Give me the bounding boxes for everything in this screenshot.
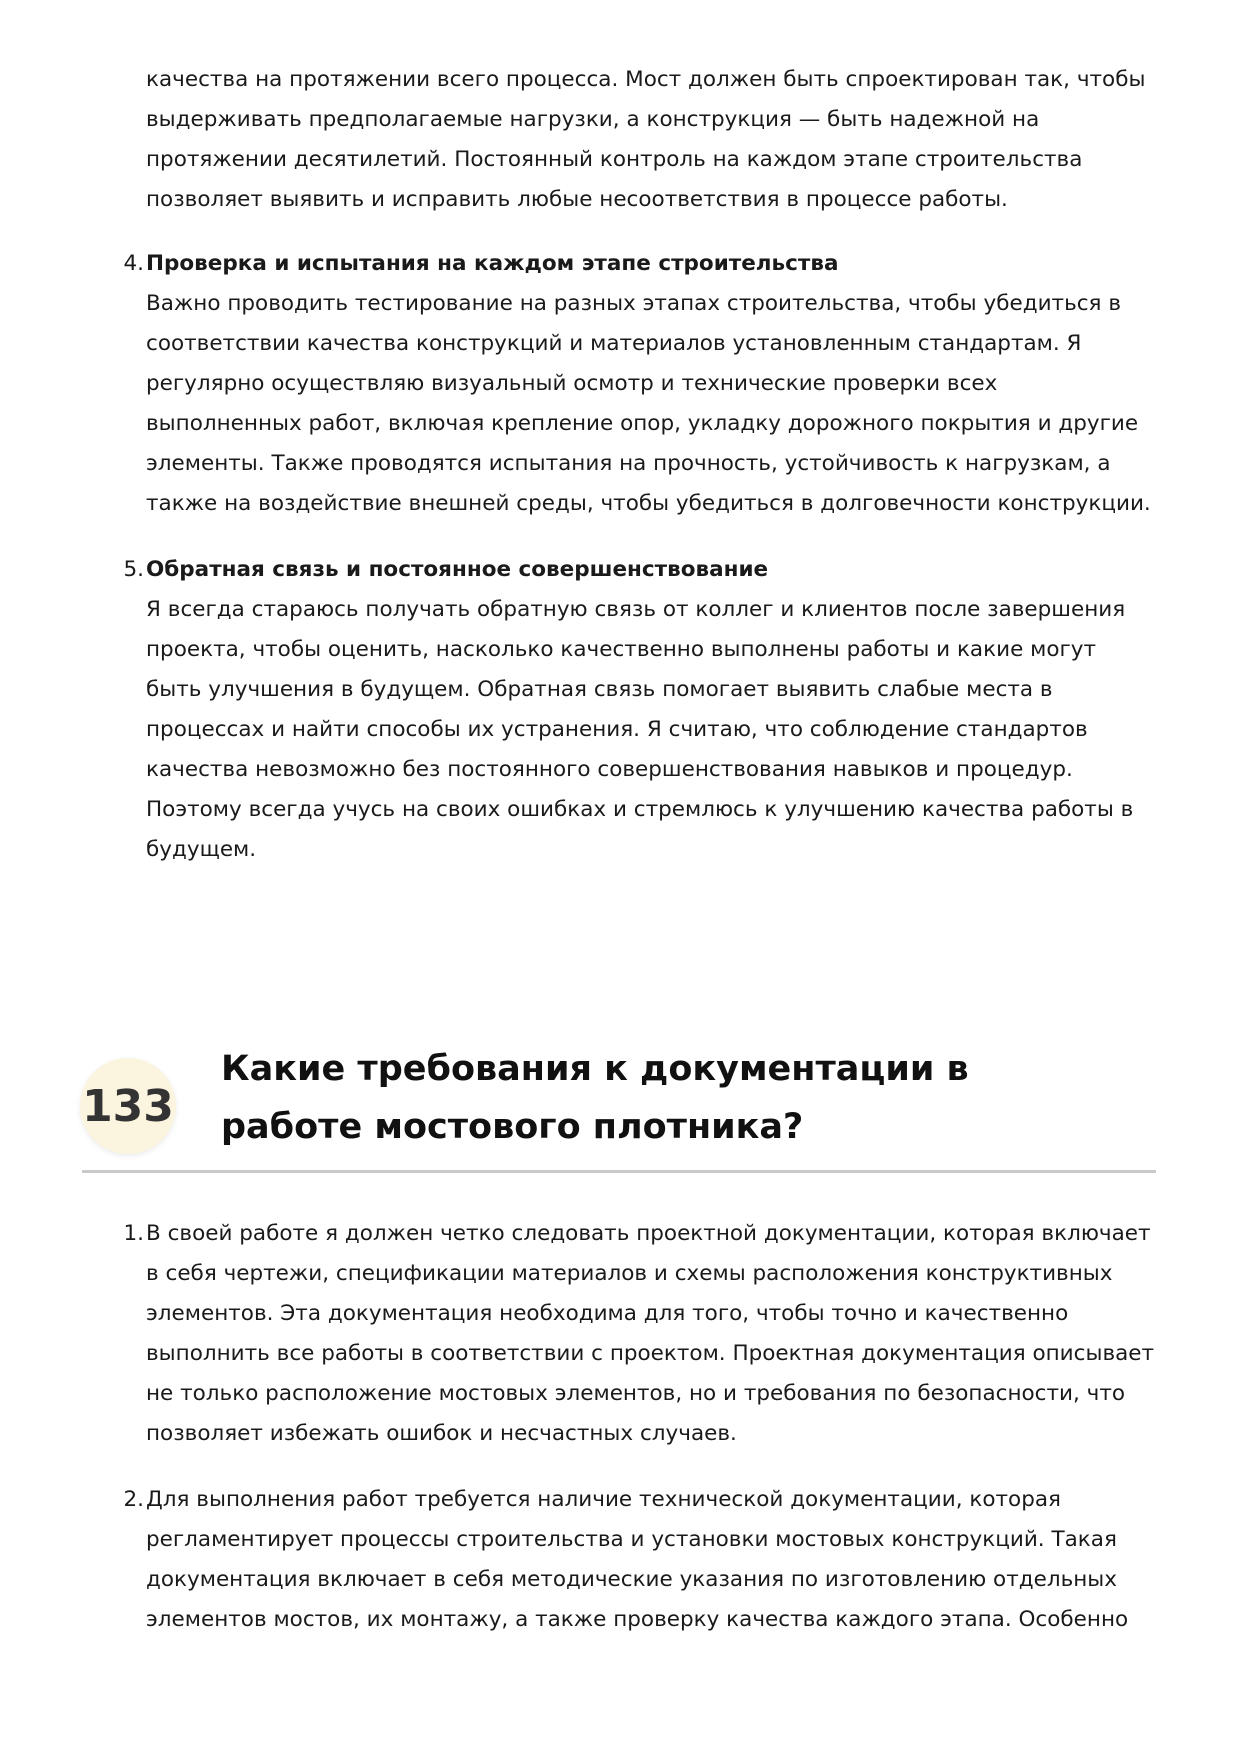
answer-text: В своей работе я должен четко следовать проектной документации, которая включает в себя чертежи, спецификации материалов и схемы расположения конструктивных элементов. Эта документация необходима для того, чтобы точно и качественно выполнить все работы в соответствии с проектом. Проектная документация описывает не только расположение мостовых элементов, но и требования по безопасности, что позволяет избежать ошибок и несчастных случаев. [146,1221,1155,1446]
list-item-text: Важно проводить тестирование на разных этапах строительства, чтобы убедиться в соответствии качества конструкций и материалов установленным стандартам. Я регулярно осуществляю визуальный осмотр и технические проверки всех выполненных работ, включая крепление опор, укладку дорожного покрытия и другие элементы. Также проводятся испытания на прочность, устойчивость к нагрузкам, а также на воздействие внешней среды, чтобы убедиться в долговечности конструкции. [146,291,1151,516]
answer-item-2 [123,1480,1156,1640]
answer-number: 1. [123,1221,144,1246]
answer-number: 2. [123,1487,144,1512]
question-title: Какие требования к документации в работе мостового плотника? [221,1049,969,1147]
list-item-number: 5. [123,557,144,582]
list-item-4 [123,244,1156,524]
list-item-text: Я всегда стараюсь получать обратную связь от коллег и клиентов после завершения проекта, чтобы оценить, насколько качественно выполнены работы и какие могут быть улучшения в будущем. Обратная связь помогает выявить слабые места в процессах и найти способы их устранения. Я считаю, что соблюдение стандартов качества невозможно без постоянного совершенствования навыков и процедур. Поэтому всегда учусь на своих ошибках и стремлюсь к улучшению качества работы в будущем. [146,597,1134,862]
list-item-number: 4. [123,251,144,276]
section-divider [82,1170,1156,1173]
intro-paragraph: качества на протяжении всего процесса. Мост должен быть спроектирован так, чтобы выдерживать предполагаемые нагрузки, а конструкция — быть надежной на протяжении десятилетий. Постоянный контроль на каждом этапе строительства позволяет выявить и исправить любые несоответствия в процессе работы. [146,67,1146,212]
answer-text: Для выполнения работ требуется наличие технической документации, которая регламентирует процессы строительства и установки мостовых конструкций. Такая документация включает в себя методические указания по изготовлению отдельных элементов мостов, их монтажу, а также проверку качества каждого этапа. Особенно [146,1487,1129,1632]
list-item-title: Обратная связь и постоянное совершенствование [146,557,769,582]
answer-item-1 [123,1214,1156,1454]
list-item-title: Проверка и испытания на каждом этапе строительства [146,251,839,276]
question-number-badge: 133 [80,1058,176,1154]
list-item-5 [123,550,1156,870]
